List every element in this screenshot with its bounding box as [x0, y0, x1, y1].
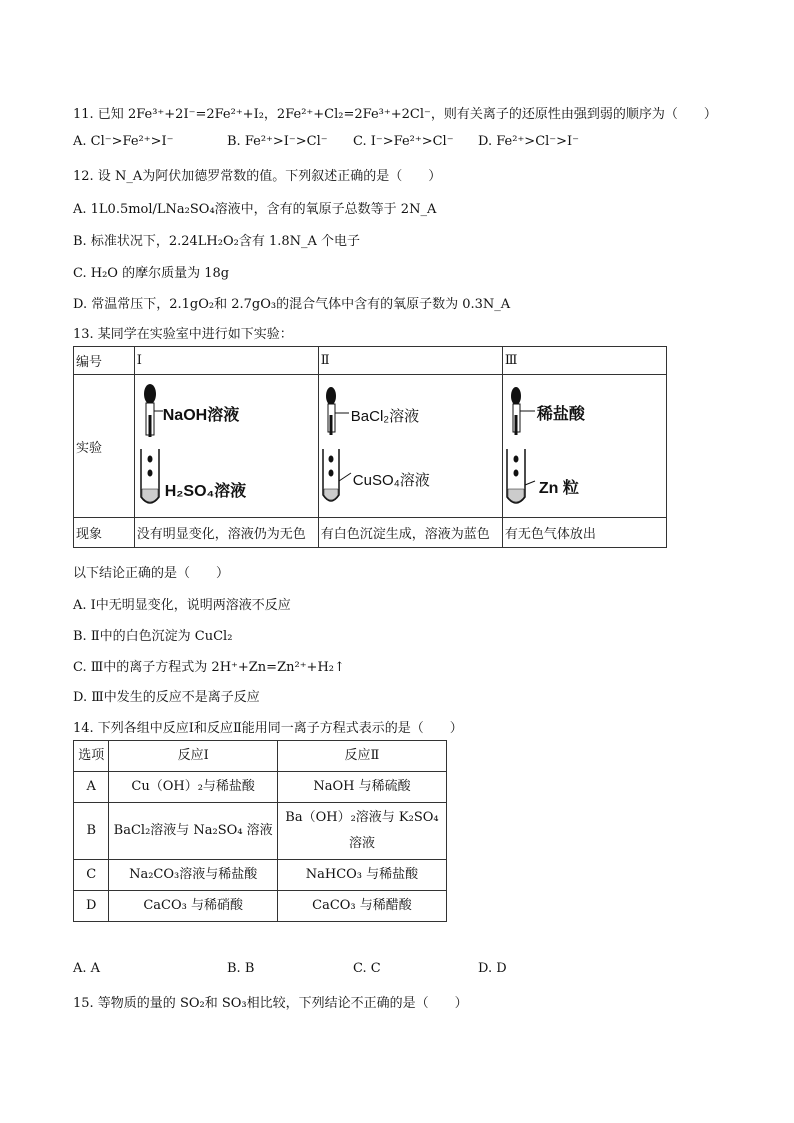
row-header-number: 编号: [74, 347, 135, 375]
q12-option-c: C. H₂O 的摩尔质量为 18g: [73, 266, 230, 281]
q13-option-a: A. Ⅰ中无明显变化，说明两溶液不反应: [73, 598, 291, 613]
reagent-top-2: BaCl₂溶液: [350, 408, 420, 425]
q11-option-d: D. Fe²⁺>Cl⁻>I⁻: [478, 134, 580, 149]
reagent-bottom-3: Zn 粒: [538, 480, 579, 497]
q11-option-a: A. Cl⁻>Fe²⁺>I⁻: [73, 134, 174, 149]
q14-option-c: C. C: [353, 961, 381, 976]
reagent-top-1: NaOH溶液: [162, 407, 240, 424]
q11-stem: 11. 已知 2Fe³⁺+2I⁻=2Fe²⁺+I₂，2Fe²⁺+Cl₂=2Fe³⁺+2Cl⁻，则有关离子的还原性由强到弱的顺序为（ ）: [73, 107, 717, 122]
row-reaction-1: Na₂CO₃溶液与稀盐酸: [109, 860, 277, 891]
reagent-bottom-1: H₂SO₄溶液: [164, 483, 247, 500]
q11-option-b: B. Fe²⁺>I⁻>Cl⁻: [227, 134, 328, 149]
q14-option-d: D. D: [478, 961, 507, 976]
header-reaction-1: 反应Ⅰ: [109, 741, 277, 772]
q12-option-d: D. 常温常压下，2.1gO₂和 2.7gO₃的混合气体中含有的氧原子数为 0.3N_A: [73, 297, 511, 312]
header-reaction-2: 反应Ⅱ: [277, 741, 446, 772]
q14-option-a: A. A: [73, 961, 101, 976]
phenomenon-1: 没有明显变化，溶液仍为无色: [134, 518, 318, 548]
q14-stem: 14. 下列各组中反应Ⅰ和反应Ⅱ能用同一离子方程式表示的是（ ）: [73, 721, 463, 736]
row-reaction-1: BaCl₂溶液与 Na₂SO₄ 溶液: [109, 803, 277, 860]
table-row: [74, 860, 447, 891]
q13-stem: 13. 某同学在实验室中进行如下实验：: [73, 327, 293, 342]
col-header-2: Ⅱ: [318, 347, 502, 375]
row-header-phenomenon: 现象: [74, 518, 135, 548]
row-reaction-2: CaCO₃ 与稀醋酸: [277, 891, 446, 922]
row-reaction-2: NaHCO₃ 与稀盐酸: [277, 860, 446, 891]
phenomenon-3: 有无色气体放出: [502, 518, 666, 548]
reagent-top-3: 稀盐酸: [536, 406, 585, 423]
row-option: D: [74, 891, 109, 922]
reaction-table: [73, 740, 447, 922]
col-header-3: Ⅲ: [502, 347, 666, 375]
q12-option-a: A. 1L0.5mol/LNa₂SO₄溶液中，含有的氧原子总数等于 2N_A: [73, 202, 437, 217]
header-option: 选项: [74, 741, 109, 772]
table-row: [74, 891, 447, 922]
experiment-3-illustration: [502, 375, 666, 518]
col-header-1: Ⅰ: [134, 347, 318, 375]
q13-option-c: C. Ⅲ中的离子方程式为 2H⁺+Zn=Zn²⁺+H₂↑: [73, 660, 345, 675]
row-reaction-1: CaCO₃ 与稀硝酸: [109, 891, 277, 922]
row-reaction-2: NaOH 与稀硫酸: [277, 772, 446, 803]
row-option: A: [74, 772, 109, 803]
row-reaction-1: Cu（OH）₂与稀盐酸: [109, 772, 277, 803]
dropper-tube-3-icon: [503, 375, 665, 517]
table-row: [74, 772, 447, 803]
experiment-table: [73, 346, 667, 548]
q13-option-b: B. Ⅱ中的白色沉淀为 CuCl₂: [73, 629, 233, 644]
table-row: [74, 803, 447, 860]
experiment-2-illustration: [318, 375, 502, 518]
q13-option-d: D. Ⅲ中发生的反应不是离子反应: [73, 690, 260, 705]
q12-stem: 12. 设 N_A为阿伏加德罗常数的值。下列叙述正确的是（ ）: [73, 169, 442, 184]
row-option: C: [74, 860, 109, 891]
q13-sub-question: 以下结论正确的是（ ）: [73, 566, 230, 581]
q15-stem: 15. 等物质的量的 SO₂和 SO₃相比较，下列结论不正确的是（ ）: [73, 996, 468, 1011]
q14-option-b: B. B: [227, 961, 255, 976]
dropper-tube-2-icon: [319, 375, 501, 517]
q11-option-c: C. I⁻>Fe²⁺>Cl⁻: [353, 134, 454, 149]
phenomenon-2: 有白色沉淀生成，溶液为蓝色: [318, 518, 502, 548]
reagent-bottom-2: CuSO₄溶液: [352, 472, 430, 489]
experiment-1-illustration: [134, 375, 318, 518]
row-reaction-2: Ba（OH）₂溶液与 K₂SO₄ 溶液: [277, 803, 446, 860]
q12-option-b: B. 标准状况下，2.24LH₂O₂含有 1.8N_A 个电子: [73, 234, 361, 249]
row-header-experiment: 实验: [74, 375, 135, 518]
row-option: B: [74, 803, 109, 860]
